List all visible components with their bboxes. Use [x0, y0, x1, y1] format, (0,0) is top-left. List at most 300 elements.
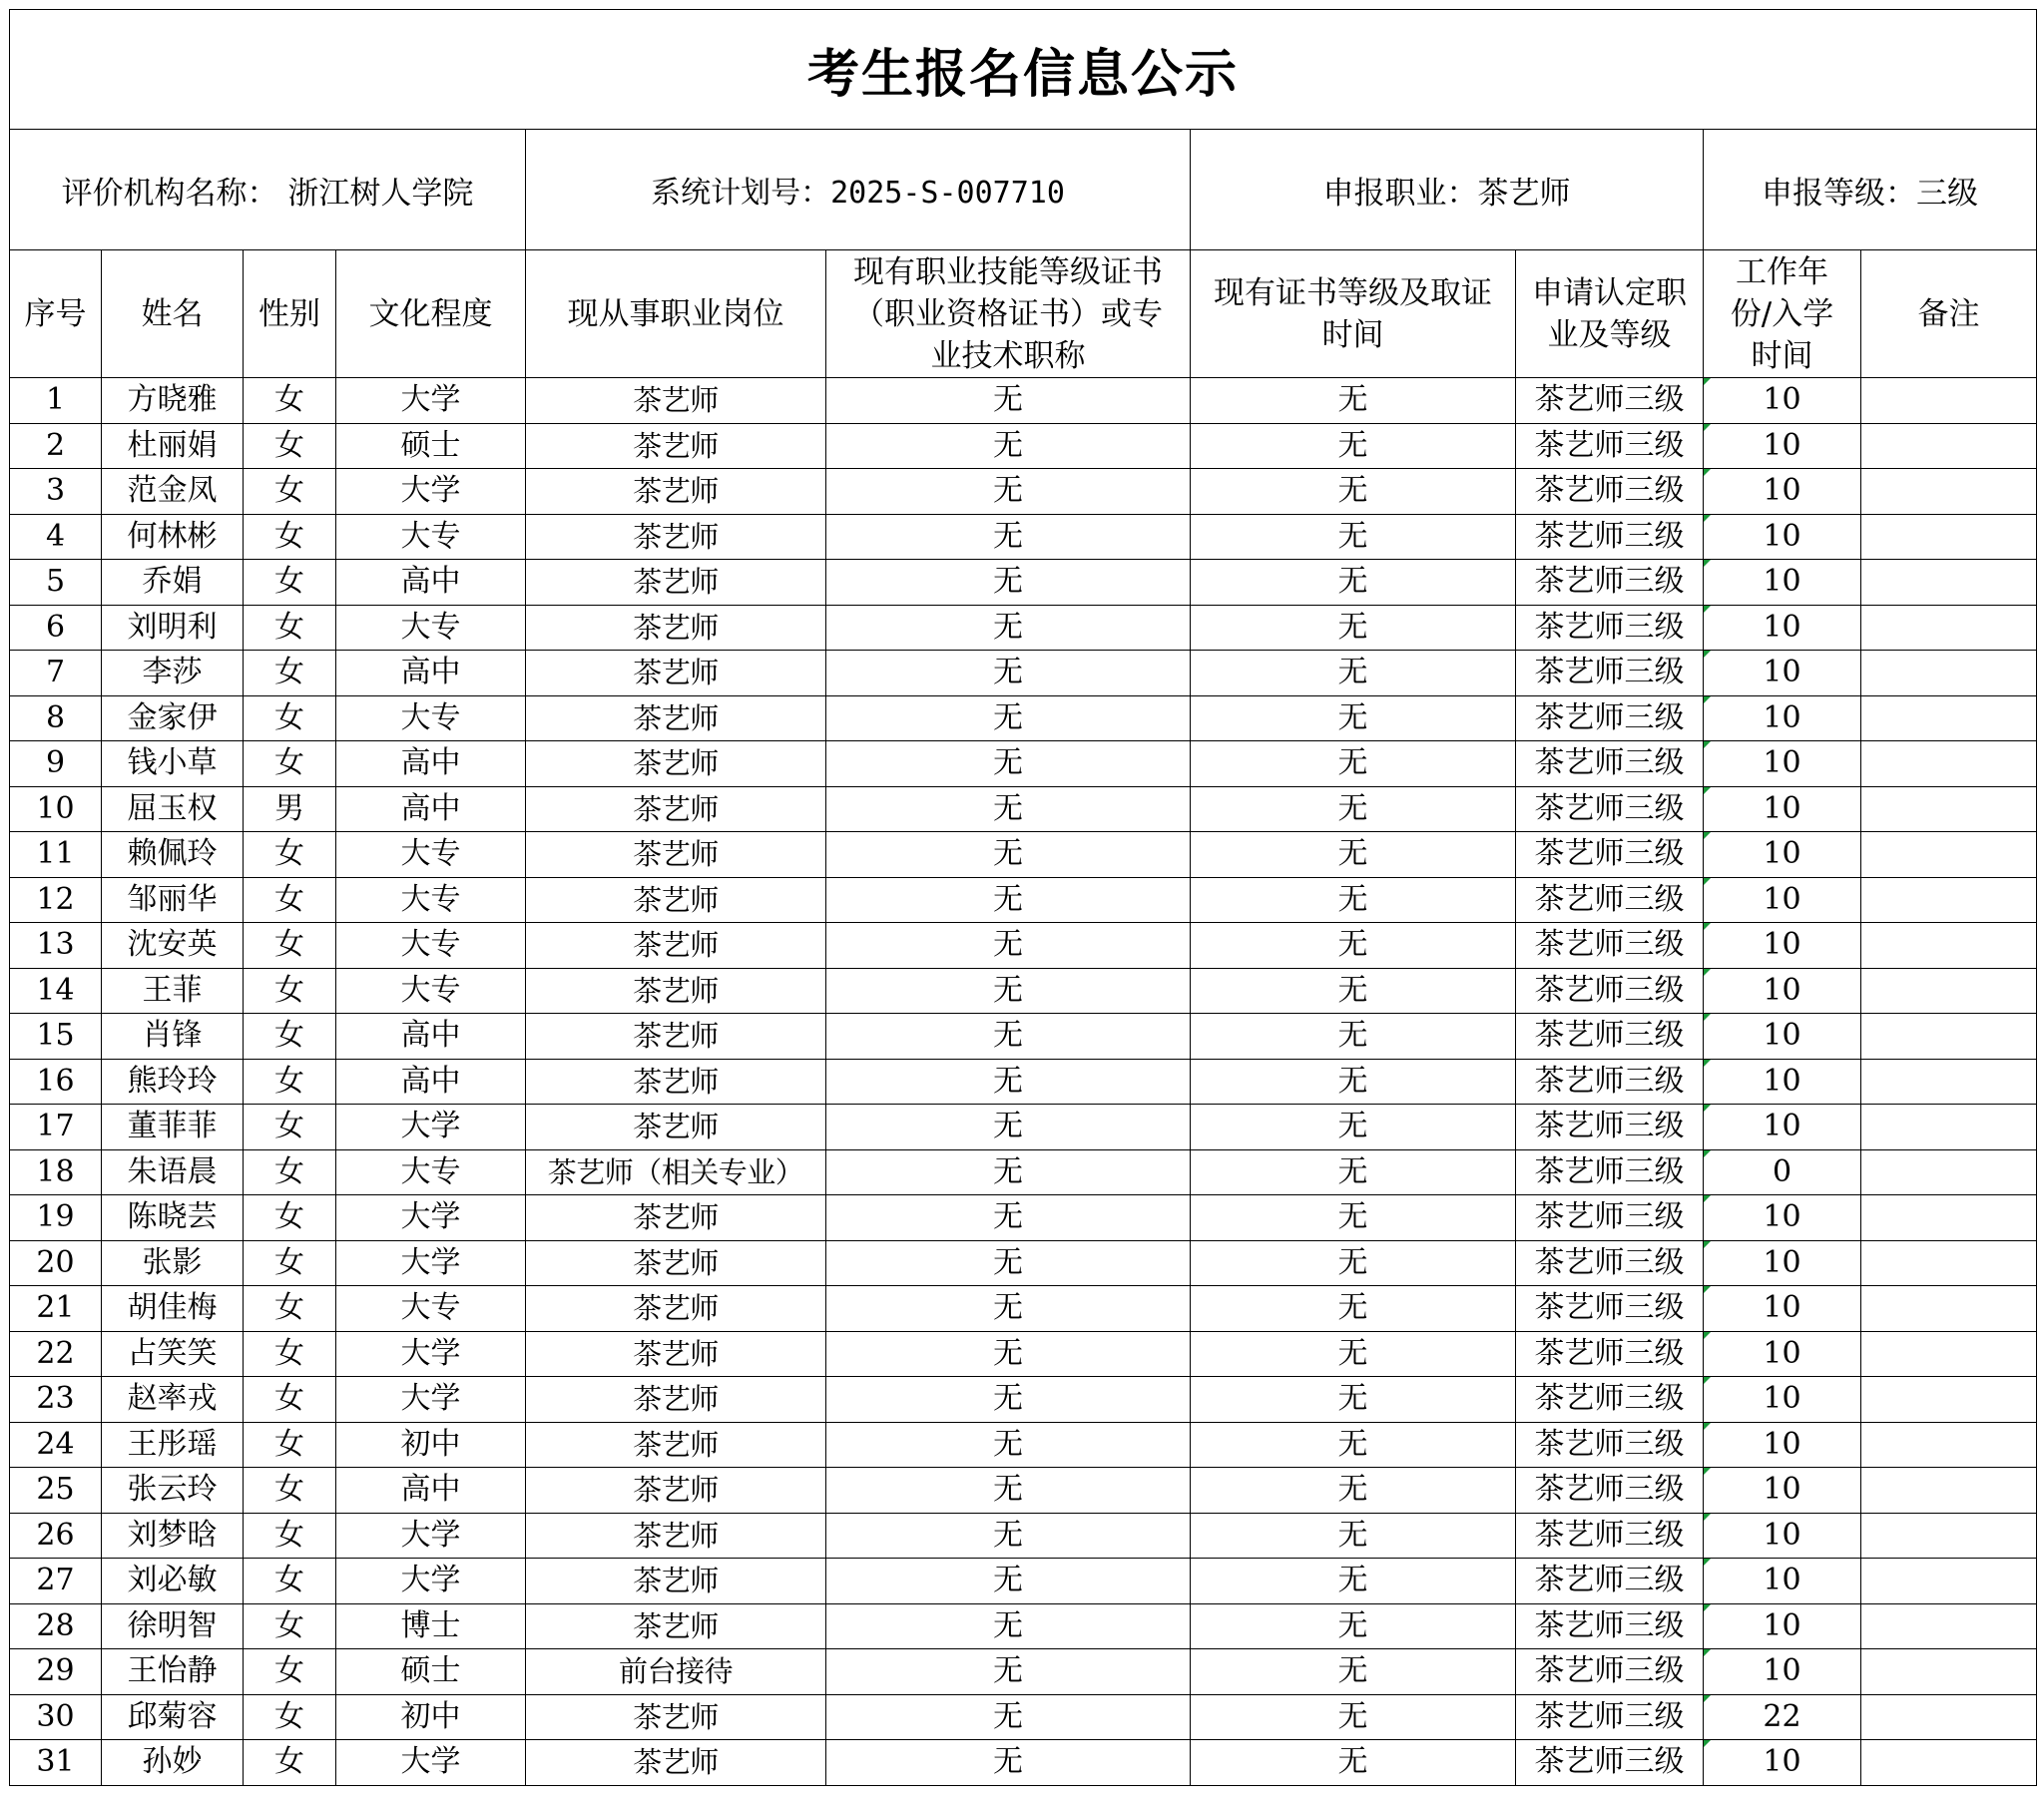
cell-remark [1861, 1649, 2037, 1695]
cell-name: 王怡静 [102, 1649, 244, 1695]
cell-years: 10 [1704, 1649, 1861, 1695]
cell-job: 茶艺师 [526, 605, 826, 651]
cell-gender: 女 [244, 1149, 336, 1195]
table-row [10, 1377, 2037, 1423]
cell-name: 屈玉权 [102, 786, 244, 832]
cell-education: 大学 [336, 1513, 526, 1559]
occupation: 申报职业：茶艺师 [1191, 130, 1704, 250]
cell-gender: 女 [244, 378, 336, 424]
table-row [10, 695, 2037, 741]
cell-apply: 茶艺师三级 [1516, 605, 1704, 651]
cell-job: 茶艺师 [526, 1603, 826, 1649]
table-row [10, 1059, 2037, 1105]
cell-education: 大学 [336, 378, 526, 424]
cell-seq: 11 [10, 832, 102, 878]
org-name: 评价机构名称： 浙江树人学院 [10, 130, 526, 250]
cell-years: 10 [1704, 1740, 1861, 1786]
cell-cert-time: 无 [1191, 1014, 1516, 1060]
cell-remark [1861, 1513, 2037, 1559]
cell-cert-time: 无 [1191, 423, 1516, 469]
cell-education: 高中 [336, 651, 526, 696]
cell-years: 10 [1704, 923, 1861, 969]
cell-remark [1861, 1105, 2037, 1150]
cell-cert: 无 [826, 968, 1191, 1014]
cell-gender: 女 [244, 1603, 336, 1649]
table-row [10, 1468, 2037, 1514]
cell-years: 10 [1704, 1422, 1861, 1468]
cell-remark [1861, 695, 2037, 741]
cell-gender: 女 [244, 514, 336, 560]
cell-education: 大学 [336, 1740, 526, 1786]
cell-name: 陈晓芸 [102, 1195, 244, 1241]
cell-cert-time: 无 [1191, 1694, 1516, 1740]
cell-years: 10 [1704, 695, 1861, 741]
cell-gender: 女 [244, 1105, 336, 1150]
cell-apply: 茶艺师三级 [1516, 1331, 1704, 1377]
cell-seq: 12 [10, 877, 102, 923]
cell-gender: 女 [244, 469, 336, 515]
cell-cert: 无 [826, 1422, 1191, 1468]
cell-gender: 女 [244, 1694, 336, 1740]
cell-cert: 无 [826, 832, 1191, 878]
table-row [10, 1286, 2037, 1332]
cell-apply: 茶艺师三级 [1516, 1149, 1704, 1195]
cell-education: 高中 [336, 741, 526, 787]
cell-name: 范金凤 [102, 469, 244, 515]
cell-remark [1861, 786, 2037, 832]
cell-apply: 茶艺师三级 [1516, 1240, 1704, 1286]
cell-cert-time: 无 [1191, 1422, 1516, 1468]
cell-apply: 茶艺师三级 [1516, 1422, 1704, 1468]
cell-gender: 女 [244, 1014, 336, 1060]
cell-apply: 茶艺师三级 [1516, 1694, 1704, 1740]
cell-gender: 女 [244, 560, 336, 606]
cell-job: 茶艺师 [526, 1694, 826, 1740]
cell-job: 茶艺师（相关专业） [526, 1149, 826, 1195]
cell-name: 刘明利 [102, 605, 244, 651]
cell-education: 大学 [336, 1331, 526, 1377]
cell-job: 茶艺师 [526, 786, 826, 832]
cell-education: 大专 [336, 1149, 526, 1195]
cell-seq: 20 [10, 1240, 102, 1286]
cell-remark [1861, 1240, 2037, 1286]
cell-job: 茶艺师 [526, 968, 826, 1014]
cell-cert: 无 [826, 695, 1191, 741]
cell-gender: 女 [244, 968, 336, 1014]
cell-seq: 5 [10, 560, 102, 606]
cell-name: 徐明智 [102, 1603, 244, 1649]
cell-cert: 无 [826, 1513, 1191, 1559]
cell-years: 10 [1704, 741, 1861, 787]
cell-cert: 无 [826, 1014, 1191, 1060]
cell-apply: 茶艺师三级 [1516, 1513, 1704, 1559]
cell-cert-time: 无 [1191, 1059, 1516, 1105]
cell-cert: 无 [826, 1377, 1191, 1423]
cell-years: 10 [1704, 1105, 1861, 1150]
cell-remark [1861, 378, 2037, 424]
cell-cert-time: 无 [1191, 1513, 1516, 1559]
cell-remark [1861, 1377, 2037, 1423]
cell-apply: 茶艺师三级 [1516, 1286, 1704, 1332]
cell-job: 茶艺师 [526, 1331, 826, 1377]
cell-seq: 17 [10, 1105, 102, 1150]
cell-seq: 1 [10, 378, 102, 424]
table-row [10, 1240, 2037, 1286]
cell-name: 胡佳梅 [102, 1286, 244, 1332]
cell-cert-time: 无 [1191, 1377, 1516, 1423]
cell-education: 大专 [336, 923, 526, 969]
cell-job: 茶艺师 [526, 1513, 826, 1559]
cell-apply: 茶艺师三级 [1516, 1059, 1704, 1105]
cell-cert: 无 [826, 923, 1191, 969]
cell-remark [1861, 1694, 2037, 1740]
cell-cert-time: 无 [1191, 469, 1516, 515]
cell-seq: 21 [10, 1286, 102, 1332]
header-remark: 备注 [1861, 250, 2037, 378]
cell-apply: 茶艺师三级 [1516, 923, 1704, 969]
cell-name: 肖锋 [102, 1014, 244, 1060]
cell-gender: 女 [244, 1468, 336, 1514]
cell-job: 茶艺师 [526, 1014, 826, 1060]
cell-seq: 3 [10, 469, 102, 515]
cell-job: 茶艺师 [526, 560, 826, 606]
cell-gender: 女 [244, 832, 336, 878]
cell-gender: 女 [244, 1649, 336, 1695]
cell-cert: 无 [826, 1740, 1191, 1786]
cell-seq: 28 [10, 1603, 102, 1649]
cell-name: 钱小草 [102, 741, 244, 787]
cell-seq: 14 [10, 968, 102, 1014]
registration-sheet [9, 9, 2036, 1786]
cell-years: 10 [1704, 514, 1861, 560]
cell-seq: 24 [10, 1422, 102, 1468]
cell-education: 大学 [336, 1240, 526, 1286]
cell-years: 10 [1704, 1468, 1861, 1514]
cell-name: 王彤瑶 [102, 1422, 244, 1468]
cell-cert: 无 [826, 651, 1191, 696]
cell-remark [1861, 423, 2037, 469]
cell-seq: 22 [10, 1331, 102, 1377]
cell-name: 熊玲玲 [102, 1059, 244, 1105]
table-row [10, 423, 2037, 469]
cell-apply: 茶艺师三级 [1516, 378, 1704, 424]
title-row [10, 10, 2037, 130]
level: 申报等级：三级 [1704, 130, 2037, 250]
cell-years: 10 [1704, 1286, 1861, 1332]
cell-education: 高中 [336, 1059, 526, 1105]
cell-years: 10 [1704, 786, 1861, 832]
cell-gender: 女 [244, 877, 336, 923]
cell-seq: 19 [10, 1195, 102, 1241]
cell-name: 邱菊容 [102, 1694, 244, 1740]
cell-years: 10 [1704, 1331, 1861, 1377]
cell-gender: 女 [244, 1195, 336, 1241]
cell-apply: 茶艺师三级 [1516, 741, 1704, 787]
info-row [10, 130, 2037, 250]
cell-gender: 女 [244, 1286, 336, 1332]
header-years: 工作年份/入学时间 [1704, 250, 1861, 378]
cell-cert: 无 [826, 786, 1191, 832]
cell-apply: 茶艺师三级 [1516, 1740, 1704, 1786]
cell-education: 硕士 [336, 1649, 526, 1695]
cell-years: 0 [1704, 1149, 1861, 1195]
cell-cert-time: 无 [1191, 1740, 1516, 1786]
cell-cert-time: 无 [1191, 1649, 1516, 1695]
cell-years: 10 [1704, 1513, 1861, 1559]
table-row [10, 560, 2037, 606]
cell-name: 张影 [102, 1240, 244, 1286]
cell-name: 何林彬 [102, 514, 244, 560]
cell-education: 大学 [336, 1105, 526, 1150]
cell-remark [1861, 514, 2037, 560]
cell-years: 10 [1704, 832, 1861, 878]
cell-cert: 无 [826, 1059, 1191, 1105]
cell-cert: 无 [826, 1240, 1191, 1286]
cell-cert: 无 [826, 469, 1191, 515]
cell-gender: 女 [244, 741, 336, 787]
cell-cert-time: 无 [1191, 378, 1516, 424]
cell-seq: 15 [10, 1014, 102, 1060]
cell-cert-time: 无 [1191, 1286, 1516, 1332]
cell-apply: 茶艺师三级 [1516, 1014, 1704, 1060]
cell-education: 大学 [336, 469, 526, 515]
cell-cert: 无 [826, 877, 1191, 923]
cell-gender: 女 [244, 1331, 336, 1377]
table-row [10, 1513, 2037, 1559]
cell-seq: 4 [10, 514, 102, 560]
cell-cert-time: 无 [1191, 786, 1516, 832]
table-row [10, 1149, 2037, 1195]
cell-gender: 女 [244, 1240, 336, 1286]
cell-job: 茶艺师 [526, 741, 826, 787]
cell-apply: 茶艺师三级 [1516, 1105, 1704, 1150]
table-row [10, 1422, 2037, 1468]
cell-cert-time: 无 [1191, 1149, 1516, 1195]
cell-seq: 9 [10, 741, 102, 787]
cell-remark [1861, 1740, 2037, 1786]
table-row [10, 923, 2037, 969]
cell-gender: 女 [244, 1513, 336, 1559]
cell-name: 李莎 [102, 651, 244, 696]
cell-seq: 29 [10, 1649, 102, 1695]
cell-remark [1861, 832, 2037, 878]
cell-years: 10 [1704, 877, 1861, 923]
cell-years: 10 [1704, 560, 1861, 606]
cell-remark [1861, 877, 2037, 923]
cell-apply: 茶艺师三级 [1516, 832, 1704, 878]
cell-job: 茶艺师 [526, 1059, 826, 1105]
table-row [10, 378, 2037, 424]
cell-apply: 茶艺师三级 [1516, 1649, 1704, 1695]
cell-job: 茶艺师 [526, 923, 826, 969]
cell-education: 博士 [336, 1603, 526, 1649]
cell-seq: 26 [10, 1513, 102, 1559]
cell-cert-time: 无 [1191, 1603, 1516, 1649]
cell-name: 乔娟 [102, 560, 244, 606]
table-row [10, 786, 2037, 832]
cell-remark [1861, 1603, 2037, 1649]
cell-gender: 女 [244, 1422, 336, 1468]
cell-name: 占笑笑 [102, 1331, 244, 1377]
cell-cert-time: 无 [1191, 605, 1516, 651]
cell-remark [1861, 605, 2037, 651]
cell-years: 10 [1704, 1240, 1861, 1286]
cell-gender: 女 [244, 651, 336, 696]
table-row [10, 741, 2037, 787]
cell-remark [1861, 469, 2037, 515]
cell-job: 茶艺师 [526, 1740, 826, 1786]
table-row [10, 1694, 2037, 1740]
table-row [10, 1740, 2037, 1786]
cell-name: 方晓雅 [102, 378, 244, 424]
cell-years: 10 [1704, 651, 1861, 696]
cell-seq: 25 [10, 1468, 102, 1514]
cell-name: 金家伊 [102, 695, 244, 741]
cell-cert: 无 [826, 741, 1191, 787]
cell-gender: 女 [244, 1559, 336, 1604]
cell-seq: 30 [10, 1694, 102, 1740]
cell-education: 大专 [336, 695, 526, 741]
cell-education: 大专 [336, 605, 526, 651]
cell-cert: 无 [826, 378, 1191, 424]
cell-cert: 无 [826, 1105, 1191, 1150]
cell-years: 10 [1704, 968, 1861, 1014]
cell-job: 茶艺师 [526, 1559, 826, 1604]
cell-cert-time: 无 [1191, 832, 1516, 878]
cell-seq: 16 [10, 1059, 102, 1105]
cell-gender: 女 [244, 1377, 336, 1423]
cell-seq: 7 [10, 651, 102, 696]
table-row [10, 605, 2037, 651]
cell-cert-time: 无 [1191, 968, 1516, 1014]
header-row [10, 250, 2037, 378]
cell-gender: 女 [244, 605, 336, 651]
cell-education: 大学 [336, 1195, 526, 1241]
header-education: 文化程度 [336, 250, 526, 378]
cell-name: 刘梦晗 [102, 1513, 244, 1559]
cell-education: 大专 [336, 1286, 526, 1332]
table-row [10, 832, 2037, 878]
cell-apply: 茶艺师三级 [1516, 423, 1704, 469]
plan-number: 系统计划号：2025-S-007710 [526, 130, 1191, 250]
cell-education: 大专 [336, 832, 526, 878]
cell-cert: 无 [826, 605, 1191, 651]
cell-job: 前台接待 [526, 1649, 826, 1695]
cell-job: 茶艺师 [526, 1468, 826, 1514]
cell-cert-time: 无 [1191, 877, 1516, 923]
cell-apply: 茶艺师三级 [1516, 968, 1704, 1014]
registration-table [9, 9, 2037, 1786]
table-row [10, 1195, 2037, 1241]
cell-job: 茶艺师 [526, 423, 826, 469]
cell-education: 高中 [336, 560, 526, 606]
cell-cert: 无 [826, 1149, 1191, 1195]
header-gender: 性别 [244, 250, 336, 378]
cell-remark [1861, 741, 2037, 787]
cell-cert: 无 [826, 1603, 1191, 1649]
cell-apply: 茶艺师三级 [1516, 514, 1704, 560]
cell-education: 高中 [336, 786, 526, 832]
table-row [10, 1559, 2037, 1604]
cell-name: 刘必敏 [102, 1559, 244, 1604]
cell-cert: 无 [826, 1286, 1191, 1332]
cell-cert-time: 无 [1191, 695, 1516, 741]
cell-remark [1861, 560, 2037, 606]
cell-apply: 茶艺师三级 [1516, 469, 1704, 515]
cell-seq: 10 [10, 786, 102, 832]
cell-job: 茶艺师 [526, 1195, 826, 1241]
cell-apply: 茶艺师三级 [1516, 651, 1704, 696]
cell-education: 初中 [336, 1422, 526, 1468]
cell-job: 茶艺师 [526, 832, 826, 878]
cell-education: 高中 [336, 1468, 526, 1514]
header-cert-level-time: 现有证书等级及取证时间 [1191, 250, 1516, 378]
cell-years: 10 [1704, 1059, 1861, 1105]
cell-remark [1861, 1149, 2037, 1195]
cell-apply: 茶艺师三级 [1516, 560, 1704, 606]
table-row [10, 1649, 2037, 1695]
table-row [10, 1105, 2037, 1150]
table-row [10, 651, 2037, 696]
cell-apply: 茶艺师三级 [1516, 1559, 1704, 1604]
cell-years: 22 [1704, 1694, 1861, 1740]
table-row [10, 1603, 2037, 1649]
cell-job: 茶艺师 [526, 378, 826, 424]
cell-cert-time: 无 [1191, 514, 1516, 560]
header-current-job: 现从事职业岗位 [526, 250, 826, 378]
cell-cert: 无 [826, 423, 1191, 469]
header-apply: 申请认定职业及等级 [1516, 250, 1704, 378]
cell-cert: 无 [826, 1195, 1191, 1241]
table-row [10, 1331, 2037, 1377]
table-row [10, 469, 2037, 515]
cell-seq: 6 [10, 605, 102, 651]
cell-job: 茶艺师 [526, 651, 826, 696]
cell-name: 邹丽华 [102, 877, 244, 923]
cell-apply: 茶艺师三级 [1516, 1377, 1704, 1423]
table-row [10, 514, 2037, 560]
cell-education: 硕士 [336, 423, 526, 469]
cell-education: 大学 [336, 1377, 526, 1423]
cell-cert-time: 无 [1191, 651, 1516, 696]
cell-education: 初中 [336, 1694, 526, 1740]
table-row [10, 968, 2037, 1014]
cell-cert-time: 无 [1191, 923, 1516, 969]
header-current-cert: 现有职业技能等级证书（职业资格证书）或专业技术职称 [826, 250, 1191, 378]
cell-job: 茶艺师 [526, 1377, 826, 1423]
cell-apply: 茶艺师三级 [1516, 877, 1704, 923]
cell-remark [1861, 1014, 2037, 1060]
cell-remark [1861, 1559, 2037, 1604]
cell-cert-time: 无 [1191, 1331, 1516, 1377]
cell-seq: 2 [10, 423, 102, 469]
cell-years: 10 [1704, 1603, 1861, 1649]
cell-remark [1861, 1331, 2037, 1377]
cell-years: 10 [1704, 423, 1861, 469]
cell-remark [1861, 923, 2037, 969]
cell-job: 茶艺师 [526, 1240, 826, 1286]
header-name: 姓名 [102, 250, 244, 378]
cell-name: 赖佩玲 [102, 832, 244, 878]
cell-cert: 无 [826, 1694, 1191, 1740]
cell-education: 大专 [336, 877, 526, 923]
cell-seq: 31 [10, 1740, 102, 1786]
cell-remark [1861, 968, 2037, 1014]
cell-name: 孙妙 [102, 1740, 244, 1786]
cell-gender: 女 [244, 923, 336, 969]
cell-years: 10 [1704, 1014, 1861, 1060]
cell-seq: 27 [10, 1559, 102, 1604]
